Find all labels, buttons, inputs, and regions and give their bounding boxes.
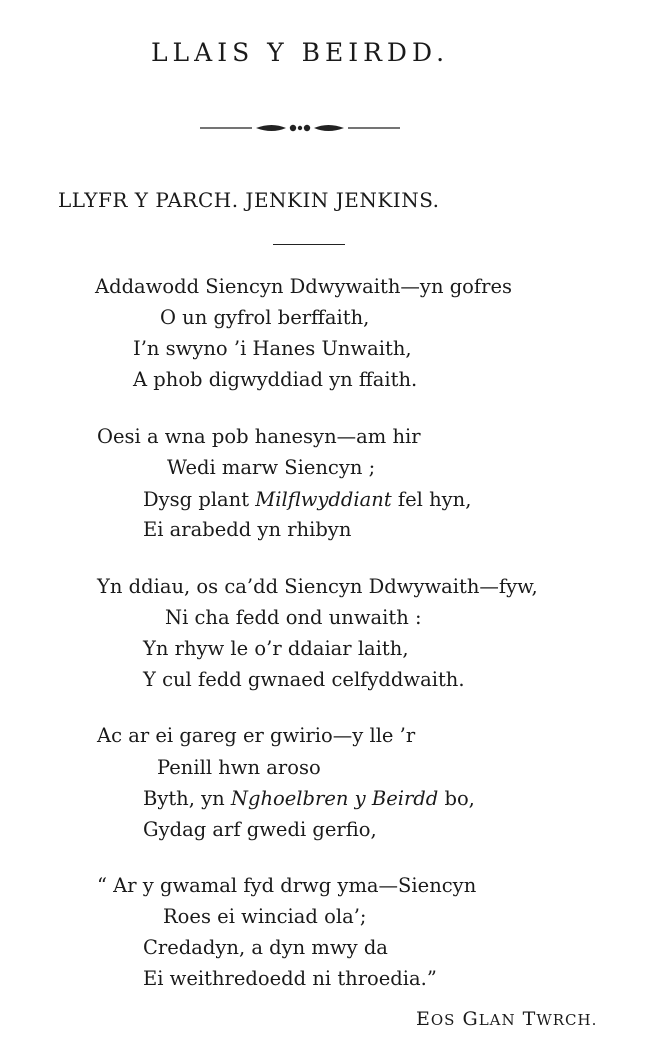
poem-line: Ni cha fedd ond unwaith : <box>165 606 422 629</box>
line-text: Byth, yn <box>143 787 231 810</box>
signature-initial: T <box>522 1008 537 1030</box>
italic-title: Milflwyddiant <box>255 488 392 511</box>
poem-line: Gydag arf gwedi gerfio, <box>143 818 377 841</box>
signature-initial: G <box>462 1008 479 1030</box>
poem-subtitle: LLYFR Y PARCH. JENKIN JENKINS. <box>58 188 440 212</box>
signature-text: WRCH. <box>536 1011 598 1029</box>
poem-line: “ Ar y gwamal fyd drwg yma—Siencyn <box>97 874 477 897</box>
signature-text: OS <box>430 1011 456 1029</box>
poem-line: Wedi marw Siencyn ; <box>167 456 376 479</box>
poem-line: Yn ddiau, os ca’dd Siencyn Ddwywaith—fyw, <box>97 575 538 598</box>
poem-line: Ei weithredoedd ni throedia.” <box>143 967 437 990</box>
poem-line: I’n swyno ’i Hanes Unwaith, <box>133 337 412 360</box>
poem-line <box>143 488 471 511</box>
poem-line: Yn rhyw le o’r ddaiar laith, <box>143 637 409 660</box>
author-signature <box>416 1008 597 1030</box>
page-title: LLAIS Y BEIRDD. <box>150 38 450 67</box>
ornament-divider <box>200 119 400 137</box>
short-rule <box>273 244 345 245</box>
poem-line: Addawodd Siencyn Ddwywaith—yn gofres <box>95 275 513 298</box>
poem-line: Y cul fedd gwnaed celfyddwaith. <box>143 668 465 691</box>
signature-text: LAN <box>478 1011 516 1029</box>
line-text: Dysg plant <box>143 488 256 511</box>
poem-line: Ac ar ei gareg er gwirio—y lle ’r <box>97 724 416 747</box>
poem-line: A phob digwyddiad yn ffaith. <box>133 368 418 391</box>
signature-initial: E <box>416 1008 431 1030</box>
line-text: fel hyn, <box>391 488 472 511</box>
poem-line: O un gyfrol berffaith, <box>160 306 370 329</box>
poem-line: Roes ei winciad ola’; <box>163 905 367 928</box>
poem-line: Penill hwn aroso <box>157 756 321 779</box>
poem-line: Oesi a wna pob hanesyn—am hir <box>97 425 421 448</box>
italic-title: Nghoelbren y Beirdd <box>230 787 439 810</box>
poem-line: Credadyn, a dyn mwy da <box>143 936 388 959</box>
line-text: bo, <box>438 787 475 810</box>
poem-line: Ei arabedd yn rhibyn <box>143 518 352 541</box>
poem-line <box>143 787 475 810</box>
